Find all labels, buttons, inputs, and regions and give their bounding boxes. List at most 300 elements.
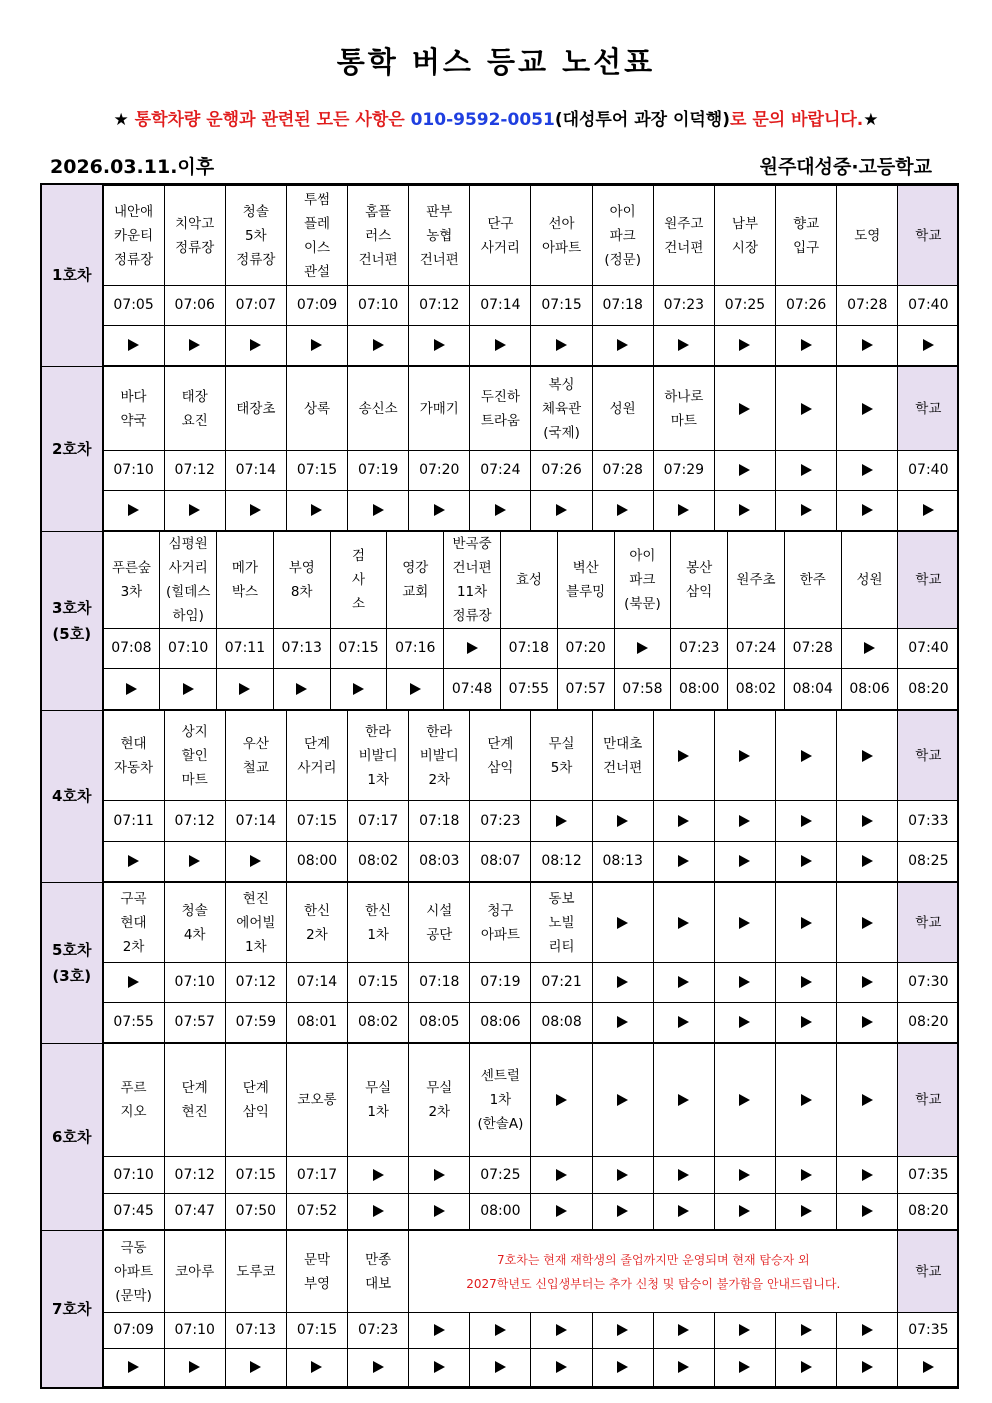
departure-time	[653, 801, 714, 842]
arrow-right-icon	[296, 683, 307, 695]
stop-text: 구곡	[120, 890, 147, 907]
bus-stop	[653, 1044, 714, 1157]
stop-text: 사거리	[297, 759, 337, 776]
route-label-text: 4호차	[52, 787, 92, 805]
notice-text-2: 로 문의 바랍니다.	[730, 110, 864, 130]
departure-time	[470, 842, 531, 882]
arrow-right-icon	[617, 1169, 628, 1181]
bus-stop	[286, 711, 347, 801]
stop-text: 무실	[426, 1080, 453, 1096]
arrow-right-icon	[801, 1361, 812, 1373]
stop-text: 상록	[303, 400, 331, 417]
time-text: 07:50	[235, 1203, 277, 1219]
departure-time	[470, 1349, 531, 1387]
arrow-right-icon	[739, 1361, 750, 1373]
stop-text: 벽산	[572, 560, 599, 576]
time-row	[103, 842, 958, 882]
arrow-right-icon	[410, 683, 421, 695]
departure-time	[348, 1349, 409, 1387]
departure-time	[470, 1003, 531, 1043]
departure-time	[531, 801, 592, 842]
time-text: 07:58	[622, 680, 663, 697]
route-label	[41, 531, 102, 710]
bus-stop	[225, 711, 286, 801]
bus-stop	[470, 711, 531, 801]
school-stop	[898, 1231, 958, 1313]
departure-time	[286, 451, 347, 491]
stop-text: 철교	[242, 759, 269, 776]
bus-stop	[531, 883, 592, 963]
stop-text: (정문)	[604, 251, 641, 268]
bus-stop	[409, 186, 470, 286]
arrow-right-icon	[128, 339, 139, 351]
route-label	[41, 882, 102, 1043]
stop-text: 원주고	[664, 215, 704, 232]
stop-text: 2차	[428, 771, 451, 788]
departure-time	[592, 1194, 653, 1230]
bus-stop	[348, 186, 409, 286]
time-row	[103, 669, 958, 710]
stop-text: 건너편	[358, 251, 398, 268]
arrow-right-icon	[434, 339, 445, 351]
departure-time	[776, 1313, 837, 1349]
bus-stop	[273, 532, 330, 629]
stop-row	[103, 711, 958, 801]
time-text: 07:15	[296, 462, 338, 478]
stop-text: 단계	[242, 1080, 269, 1096]
arrow-right-icon	[862, 750, 873, 762]
arrow-right-icon	[801, 464, 812, 476]
contact-phone[interactable]: 010-9592-0051	[410, 110, 555, 130]
stop-text: 할인	[181, 747, 208, 764]
school-stop	[898, 186, 958, 286]
time-text: 07:15	[338, 640, 379, 656]
arrow-right-icon	[373, 1205, 384, 1217]
arrow-right-icon	[923, 1361, 934, 1373]
bus-stop	[444, 532, 501, 629]
bus-stop	[837, 883, 898, 963]
arrow-right-icon	[923, 504, 934, 516]
departure-time	[103, 1349, 164, 1387]
arrow-right-icon	[739, 917, 750, 929]
stop-text: 학교	[915, 1263, 942, 1280]
stop-text: 가매기	[419, 400, 459, 417]
time-text: 07:10	[113, 462, 154, 478]
departure-time	[409, 1313, 470, 1349]
stop-text: 사거리	[168, 560, 208, 576]
arrow-right-icon	[189, 504, 200, 516]
bus-stop	[837, 711, 898, 801]
stop-text: 노빌	[548, 914, 575, 931]
time-text: 07:23	[663, 297, 705, 313]
arrow-right-icon	[250, 1361, 261, 1373]
departure-time	[714, 842, 775, 882]
stop-text: 청솔	[242, 203, 269, 220]
time-text: 08:25	[908, 853, 949, 869]
stop-text: 삼익	[242, 1104, 269, 1120]
departure-time	[217, 669, 274, 710]
stop-text: 요진	[181, 412, 208, 429]
arrow-right-icon	[739, 1205, 750, 1217]
arrow-right-icon	[739, 464, 750, 476]
departure-time	[348, 286, 409, 326]
stop-text: 건너편	[452, 560, 492, 576]
arrival-time	[898, 801, 958, 842]
departure-time	[409, 1003, 470, 1043]
route-5	[41, 882, 958, 1043]
time-text: 07:16	[395, 640, 436, 656]
departure-time	[348, 963, 409, 1003]
time-text: 07:48	[451, 680, 493, 697]
departure-time	[592, 1349, 653, 1387]
time-text: 07:55	[508, 680, 550, 697]
arrow-right-icon	[678, 1094, 689, 1106]
departure-time	[714, 491, 775, 531]
stop-text: 단계	[181, 1080, 208, 1096]
departure-time	[225, 1194, 286, 1230]
arrow-right-icon	[923, 339, 934, 351]
arrow-right-icon	[495, 1361, 506, 1373]
bus-stop	[286, 1044, 347, 1157]
departure-time	[225, 451, 286, 491]
route-label-text: 6호차	[52, 1127, 92, 1146]
departure-time	[103, 842, 164, 882]
departure-time	[286, 842, 347, 882]
bus-stop	[776, 1044, 837, 1157]
arrow-right-icon	[739, 976, 750, 988]
departure-time	[286, 1157, 347, 1194]
stop-text: 1차	[367, 1104, 389, 1120]
stop-text: 정류장	[175, 239, 215, 256]
departure-time	[592, 491, 653, 531]
time-text: 08:00	[679, 680, 720, 697]
arrow-right-icon	[862, 976, 873, 988]
departure-time	[273, 669, 330, 710]
stop-text: 선아	[548, 215, 575, 232]
arrow-right-icon	[556, 815, 567, 827]
bus-stop	[225, 1044, 286, 1157]
bus-stop	[653, 186, 714, 286]
departure-time	[592, 1003, 653, 1043]
departure-time	[103, 1313, 164, 1349]
time-text: 07:26	[541, 462, 582, 478]
arrival-time	[898, 669, 958, 710]
time-text: 07:18	[419, 974, 460, 990]
route-label	[41, 710, 102, 882]
arrow-right-icon	[556, 504, 567, 516]
departure-time	[164, 1003, 225, 1043]
time-row	[103, 629, 958, 669]
departure-time	[500, 669, 557, 710]
time-text: 07:05	[113, 297, 154, 313]
bus-stop	[409, 1044, 470, 1157]
bus-stop	[653, 883, 714, 963]
arrow-right-icon	[556, 1205, 567, 1217]
stop-text: 한신	[303, 902, 331, 919]
time-text: 07:10	[167, 640, 209, 656]
time-text: 07:28	[792, 640, 833, 656]
departure-time	[837, 1349, 898, 1387]
departure-time	[592, 451, 653, 491]
departure-time	[592, 1157, 653, 1194]
departure-time	[531, 491, 592, 531]
stop-text: 우산	[242, 735, 269, 752]
stop-text: 시설	[426, 902, 453, 919]
arrival-time	[898, 1157, 958, 1194]
departure-time	[671, 669, 728, 710]
bus-stop	[470, 367, 531, 451]
time-row	[103, 286, 958, 326]
time-text: 07:15	[296, 812, 338, 829]
time-text: 07:45	[113, 1203, 154, 1219]
arrow-right-icon	[250, 339, 261, 351]
time-text: 07:20	[419, 462, 460, 478]
stop-text: 정류장	[236, 251, 276, 268]
departure-time	[225, 1003, 286, 1043]
departure-time	[653, 1003, 714, 1043]
departure-time	[531, 1349, 592, 1387]
time-text: 07:15	[541, 297, 582, 313]
stop-text: 현대	[120, 735, 147, 752]
stop-text: 1차	[489, 1092, 512, 1108]
time-text: 07:23	[480, 812, 521, 829]
stop-text: 한라	[426, 723, 453, 740]
route-label-text: 1호차	[52, 266, 92, 285]
arrow-right-icon	[678, 855, 689, 867]
arrow-right-icon	[617, 1016, 628, 1028]
arrival-time	[898, 963, 958, 1003]
stop-text: 관설	[303, 263, 331, 280]
stop-text: 태장	[181, 388, 208, 405]
time-text: 07:14	[235, 812, 277, 829]
arrow-right-icon	[250, 504, 261, 516]
departure-time	[592, 286, 653, 326]
time-text: 07:11	[224, 640, 266, 656]
arrow-right-icon	[128, 504, 139, 516]
stop-text: 체육관	[541, 400, 582, 417]
stop-text: 사	[351, 572, 366, 588]
route-notice	[409, 1231, 898, 1313]
departure-time	[348, 1157, 409, 1194]
stop-text: 도루코	[236, 1263, 276, 1280]
departure-time	[776, 1003, 837, 1043]
stop-text: 내안애	[114, 203, 154, 220]
departure-time	[164, 842, 225, 882]
departure-time	[653, 326, 714, 366]
departure-time	[348, 326, 409, 366]
arrow-right-icon	[801, 855, 812, 867]
arrival-time	[898, 842, 958, 882]
time-text: 07:28	[847, 297, 888, 313]
arrival-time	[898, 326, 958, 366]
departure-time	[409, 1349, 470, 1387]
stop-text: 1차	[367, 771, 389, 788]
departure-time	[103, 286, 164, 326]
bus-stop	[164, 1231, 225, 1313]
school-stop	[898, 883, 958, 963]
departure-time	[837, 1194, 898, 1230]
departure-time	[164, 1194, 225, 1230]
departure-time	[225, 326, 286, 366]
stop-text: 푸르	[120, 1080, 147, 1096]
stop-row	[103, 532, 958, 629]
stop-text: (북문)	[624, 596, 661, 612]
departure-time	[531, 1003, 592, 1043]
arrow-right-icon	[617, 504, 628, 516]
departure-time	[225, 1157, 286, 1194]
arrow-right-icon	[862, 815, 873, 827]
departure-time	[409, 326, 470, 366]
time-text: 07:25	[480, 1166, 521, 1183]
departure-time	[164, 1157, 225, 1194]
stop-text: 무실	[365, 1080, 392, 1096]
bus-stop	[103, 883, 164, 963]
arrow-right-icon	[434, 504, 445, 516]
arrow-right-icon	[311, 1361, 322, 1373]
time-text: 08:20	[908, 1014, 949, 1030]
bus-stop	[714, 883, 775, 963]
stop-text: 에어빌	[236, 914, 276, 931]
arrow-right-icon	[862, 1205, 873, 1217]
stop-text: 만대초	[603, 735, 643, 752]
stop-text: 5차	[245, 227, 267, 244]
bus-stop	[531, 711, 592, 801]
stop-text: 도영	[854, 227, 881, 244]
stop-text: 농협	[426, 227, 453, 244]
arrow-right-icon	[678, 339, 689, 351]
arrow-right-icon	[189, 1361, 200, 1373]
arrow-right-icon	[126, 683, 137, 695]
route-label	[41, 184, 102, 366]
arrow-right-icon	[495, 504, 506, 516]
arrow-right-icon	[739, 815, 750, 827]
bus-stop	[409, 367, 470, 451]
stop-text: 향교	[793, 215, 820, 232]
departure-time	[592, 801, 653, 842]
stop-text: 하임)	[172, 608, 204, 624]
stop-text: 학교	[915, 400, 942, 417]
time-row	[103, 451, 958, 491]
time-text: 08:00	[296, 853, 338, 869]
departure-time	[330, 669, 387, 710]
bus-stop	[776, 367, 837, 451]
time-text: 08:13	[602, 853, 643, 869]
departure-time	[837, 1313, 898, 1349]
stop-text: 사거리	[480, 239, 520, 256]
time-text: 07:28	[602, 462, 643, 478]
stop-text: 플레	[303, 215, 331, 232]
arrow-right-icon	[801, 917, 812, 929]
stop-text: 만종	[365, 1251, 392, 1268]
arrow-right-icon	[311, 504, 322, 516]
departure-time	[557, 669, 614, 710]
time-text: 07:35	[908, 1322, 949, 1338]
bus-stop	[714, 1044, 775, 1157]
arrow-right-icon	[467, 642, 478, 654]
stop-text: 센트럴	[480, 1068, 520, 1084]
bus-stop	[103, 367, 164, 451]
notice-line: 2027학년도 신입생부터는 추가 신청 및 탑승이 불가함을 안내드립니다.	[466, 1276, 841, 1291]
bus-stop	[286, 367, 347, 451]
route-3	[41, 531, 958, 710]
arrow-right-icon	[801, 1169, 812, 1181]
departure-time	[387, 669, 444, 710]
stop-text: 공단	[426, 926, 453, 943]
time-text: 08:20	[908, 1203, 949, 1219]
departure-time	[409, 491, 470, 531]
arrow-right-icon	[617, 815, 628, 827]
bus-stop	[653, 711, 714, 801]
bus-stop	[348, 711, 409, 801]
notice-text-1: 통학차량 운행과 관련된 모든 사항은	[134, 110, 411, 130]
stop-text: 트라움	[480, 412, 520, 429]
departure-time	[160, 669, 217, 710]
arrow-right-icon	[556, 339, 567, 351]
bus-stop	[103, 186, 164, 286]
stop-text: 아파트	[480, 926, 520, 943]
time-text: 08:03	[419, 853, 460, 869]
time-text: 08:20	[908, 680, 949, 697]
departure-time	[103, 963, 164, 1003]
bus-stop	[714, 367, 775, 451]
arrow-right-icon	[617, 1094, 628, 1106]
arrow-right-icon	[373, 1361, 384, 1373]
stop-row	[103, 1044, 958, 1157]
stop-text: 상지	[181, 723, 208, 740]
time-row	[103, 1313, 958, 1349]
time-text: 08:02	[735, 680, 777, 697]
arrow-right-icon	[617, 339, 628, 351]
stop-text: 한주	[799, 572, 826, 588]
star-icon: ★	[863, 110, 879, 130]
time-row	[103, 1003, 958, 1043]
departure-time	[500, 629, 557, 669]
bus-stop	[348, 1231, 409, 1313]
departure-time	[714, 1313, 775, 1349]
arrow-right-icon	[239, 683, 250, 695]
arrow-right-icon	[801, 750, 812, 762]
stop-text: 극동	[120, 1239, 147, 1256]
stop-text: 문막	[303, 1251, 331, 1268]
stop-text: 아파트	[541, 239, 582, 256]
stop-text: 11차	[456, 584, 488, 600]
stop-row	[103, 367, 958, 451]
departure-time	[164, 491, 225, 531]
departure-time	[837, 801, 898, 842]
departure-time	[470, 963, 531, 1003]
stop-text: 성원	[609, 400, 636, 417]
arrow-right-icon	[678, 1169, 689, 1181]
arrow-right-icon	[189, 855, 200, 867]
arrival-time	[898, 1194, 958, 1230]
stop-text: 2차	[428, 1104, 451, 1120]
school-stop	[898, 367, 958, 451]
departure-time	[714, 1194, 775, 1230]
departure-time	[164, 1349, 225, 1387]
arrow-right-icon	[434, 1324, 445, 1336]
departure-time	[348, 1003, 409, 1043]
arrow-right-icon	[801, 815, 812, 827]
bus-stop	[217, 532, 274, 629]
time-text: 07:30	[908, 974, 949, 990]
departure-time	[225, 286, 286, 326]
stop-text: 효성	[515, 572, 542, 588]
stop-text: 단구	[487, 215, 514, 232]
stop-text: 8차	[290, 584, 313, 600]
stop-text: 비발디	[358, 747, 398, 764]
departure-time	[714, 286, 775, 326]
departure-time	[776, 491, 837, 531]
